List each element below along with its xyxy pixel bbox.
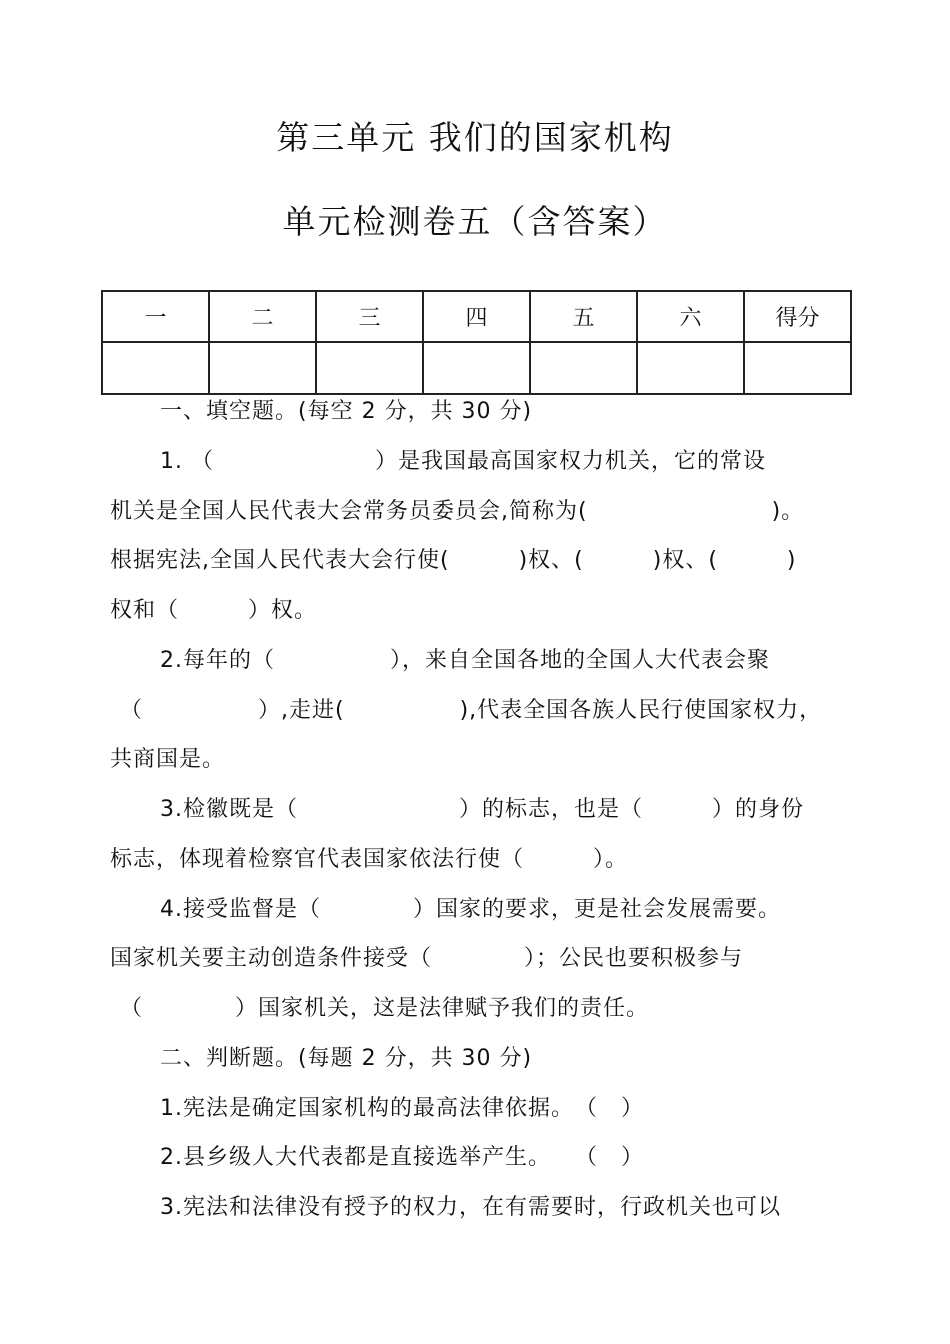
question-line: 共商国是。	[110, 747, 226, 772]
question-line: 2.每年的（ ），来自全国各地的全国人大代表会聚	[160, 648, 770, 673]
score-blank-cell	[316, 342, 423, 394]
section-heading-true-false: 二、判断题。(每题 2 分，共 30 分)	[160, 1046, 533, 1071]
score-blank-cell	[744, 342, 851, 394]
question-line: 国家机关要主动创造条件接受（ ）；公民也要积极参与	[110, 946, 744, 971]
score-header-cell: 六	[637, 291, 744, 342]
score-blank-cell	[209, 342, 316, 394]
question-line: 4.接受监督是（ ）国家的要求，更是社会发展需要。	[160, 897, 781, 922]
score-table-blank-row	[102, 342, 851, 394]
score-blank-cell	[637, 342, 744, 394]
score-header-cell: 三	[316, 291, 423, 342]
question-line: （ ）,走进( ),代表全国各族人民行使国家权力，	[120, 698, 823, 723]
score-header-cell: 一	[102, 291, 209, 342]
question-line: 3.检徽既是（ ）的标志，也是（ ）的身份	[160, 797, 804, 822]
document-subtitle: 单元检测卷五（含答案）	[282, 202, 668, 241]
question-line: 根据宪法,全国人民代表大会行使( )权、( )权、( )	[110, 548, 797, 573]
score-table-header-row	[102, 291, 851, 342]
score-blank-cell	[423, 342, 530, 394]
question-line: 权和（ ）权。	[110, 598, 318, 623]
question-line: 1.宪法是确定国家机构的最高法律依据。 （ ）	[160, 1096, 644, 1121]
score-blank-cell	[102, 342, 209, 394]
score-blank-cell	[530, 342, 637, 394]
section-heading-fill-blank: 一、填空题。(每空 2 分，共 30 分)	[160, 399, 533, 424]
score-table	[101, 290, 852, 395]
question-line: 标志，体现着检察官代表国家依法行使（ ）。	[110, 847, 629, 872]
question-line: 3.宪法和法律没有授予的权力，在有需要时，行政机关也可以	[160, 1195, 781, 1220]
document-title: 第三单元 我们的国家机构	[276, 118, 674, 157]
score-header-cell: 四	[423, 291, 530, 342]
question-line: （ ）国家机关，这是法律赋予我们的责任。	[120, 996, 650, 1021]
question-line: 1. （ ）是我国最高国家权力机关，它的常设	[160, 449, 766, 474]
question-line: 2.县乡级人大代表都是直接选举产生。 （ ）	[160, 1145, 644, 1170]
score-header-cell: 二	[209, 291, 316, 342]
score-header-cell: 五	[530, 291, 637, 342]
score-header-cell: 得分	[744, 291, 851, 342]
question-line: 机关是全国人民代表大会常务员委员会,简称为( )。	[110, 499, 805, 524]
